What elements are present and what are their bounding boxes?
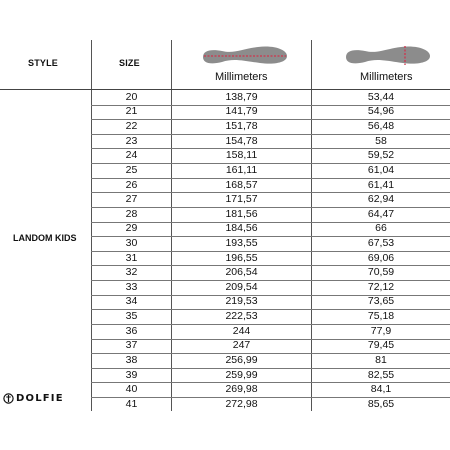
row-divider xyxy=(91,148,450,149)
length-cell: 222,53 xyxy=(225,310,258,323)
row-divider xyxy=(91,134,450,135)
length-cell: 219,53 xyxy=(225,295,258,308)
width-cell: 67,53 xyxy=(367,237,395,249)
row-divider xyxy=(91,368,450,369)
width-cell: 75,18 xyxy=(367,310,395,323)
length-cell: 259,99 xyxy=(225,368,258,381)
size-cell: 28 xyxy=(125,207,138,220)
size-cell: 24 xyxy=(125,149,138,162)
length-cell: 154,78 xyxy=(225,134,258,147)
row-divider xyxy=(91,236,450,237)
width-cell: 64,47 xyxy=(367,207,395,220)
length-cell: 168,57 xyxy=(225,178,258,191)
width-cell: 66 xyxy=(375,222,387,235)
length-cell: 184,56 xyxy=(225,222,258,235)
length-cell: 161,11 xyxy=(225,163,258,176)
length-cell: 193,55 xyxy=(225,237,258,249)
width-cell: 58 xyxy=(375,134,387,147)
row-divider xyxy=(91,265,450,266)
size-cell: 36 xyxy=(125,324,138,337)
width-cell: 70,59 xyxy=(367,266,395,279)
width-cell: 72,12 xyxy=(367,280,395,293)
width-cell: 81 xyxy=(375,353,387,366)
length-cell: 151,78 xyxy=(225,120,258,133)
row-divider xyxy=(91,280,450,281)
size-cell: 37 xyxy=(125,339,138,352)
length-cell: 141,79 xyxy=(225,105,258,118)
size-cell: 40 xyxy=(125,383,138,396)
row-divider xyxy=(91,192,450,193)
row-divider xyxy=(91,119,450,120)
row-divider xyxy=(91,163,450,164)
width-cell: 53,44 xyxy=(367,90,395,103)
row-divider xyxy=(91,309,450,310)
row-divider xyxy=(91,222,450,223)
row-divider xyxy=(91,105,450,106)
length-cell: 206,54 xyxy=(225,266,258,279)
row-divider xyxy=(91,353,450,354)
row-divider xyxy=(91,207,450,208)
row-divider xyxy=(91,178,450,179)
length-cell: 196,55 xyxy=(225,251,258,264)
width-cell: 61,41 xyxy=(367,178,395,191)
size-cell: 23 xyxy=(125,134,138,147)
style-name: LANDOM KIDS xyxy=(13,233,77,243)
size-cell: 27 xyxy=(125,193,138,206)
size-header: SIZE xyxy=(119,58,140,68)
length-cell: 269,98 xyxy=(225,383,258,396)
width-cell: 79,45 xyxy=(367,339,395,352)
width-cell: 56,48 xyxy=(367,120,395,133)
length-cell: 244 xyxy=(232,324,251,337)
size-cell: 22 xyxy=(125,120,138,133)
width-cell: 54,96 xyxy=(367,105,395,118)
length-cell: 171,57 xyxy=(225,193,258,206)
row-divider xyxy=(91,382,450,383)
size-cell: 41 xyxy=(125,397,138,410)
size-cell: 29 xyxy=(125,222,138,235)
size-cell: 34 xyxy=(125,295,138,308)
size-cell: 30 xyxy=(125,237,138,249)
length-unit-label: Millimeters xyxy=(215,71,268,83)
dolfie-logo-icon xyxy=(3,393,14,404)
size-cell: 25 xyxy=(125,163,138,176)
style-header: STYLE xyxy=(28,58,59,68)
insole-width-icon xyxy=(343,43,433,69)
size-cell: 20 xyxy=(125,90,138,103)
brand-logo xyxy=(3,393,64,404)
size-cell: 35 xyxy=(125,310,138,323)
row-divider xyxy=(91,339,450,340)
width-cell: 69,06 xyxy=(367,251,395,264)
insole-length-icon xyxy=(200,43,290,69)
length-cell: 272,98 xyxy=(225,397,258,410)
length-cell: 209,54 xyxy=(225,280,258,293)
width-cell: 62,94 xyxy=(367,193,395,206)
width-cell: 73,65 xyxy=(367,295,395,308)
length-cell: 247 xyxy=(232,339,251,352)
length-cell: 181,56 xyxy=(225,207,258,220)
width-cell: 82,55 xyxy=(367,368,395,381)
length-cell: 138,79 xyxy=(225,90,258,103)
width-cell: 77,9 xyxy=(370,324,392,337)
width-unit-label: Millimeters xyxy=(360,71,413,83)
size-cell: 33 xyxy=(125,280,138,293)
brand-name: DOLFIE xyxy=(16,393,64,404)
size-cell: 26 xyxy=(125,178,138,191)
width-cell: 85,65 xyxy=(367,397,395,410)
size-cell: 32 xyxy=(125,266,138,279)
length-cell: 158,11 xyxy=(225,149,258,162)
size-cell: 38 xyxy=(125,353,138,366)
size-cell: 39 xyxy=(125,368,138,381)
row-divider xyxy=(91,295,450,296)
row-divider xyxy=(91,251,450,252)
size-cell: 21 xyxy=(125,105,138,118)
width-cell: 84,1 xyxy=(370,383,392,396)
length-cell: 256,99 xyxy=(225,353,258,366)
row-divider xyxy=(91,324,450,325)
width-cell: 61,04 xyxy=(367,163,395,176)
size-cell: 31 xyxy=(125,251,138,264)
row-divider xyxy=(91,397,450,398)
width-cell: 59,52 xyxy=(367,149,395,162)
